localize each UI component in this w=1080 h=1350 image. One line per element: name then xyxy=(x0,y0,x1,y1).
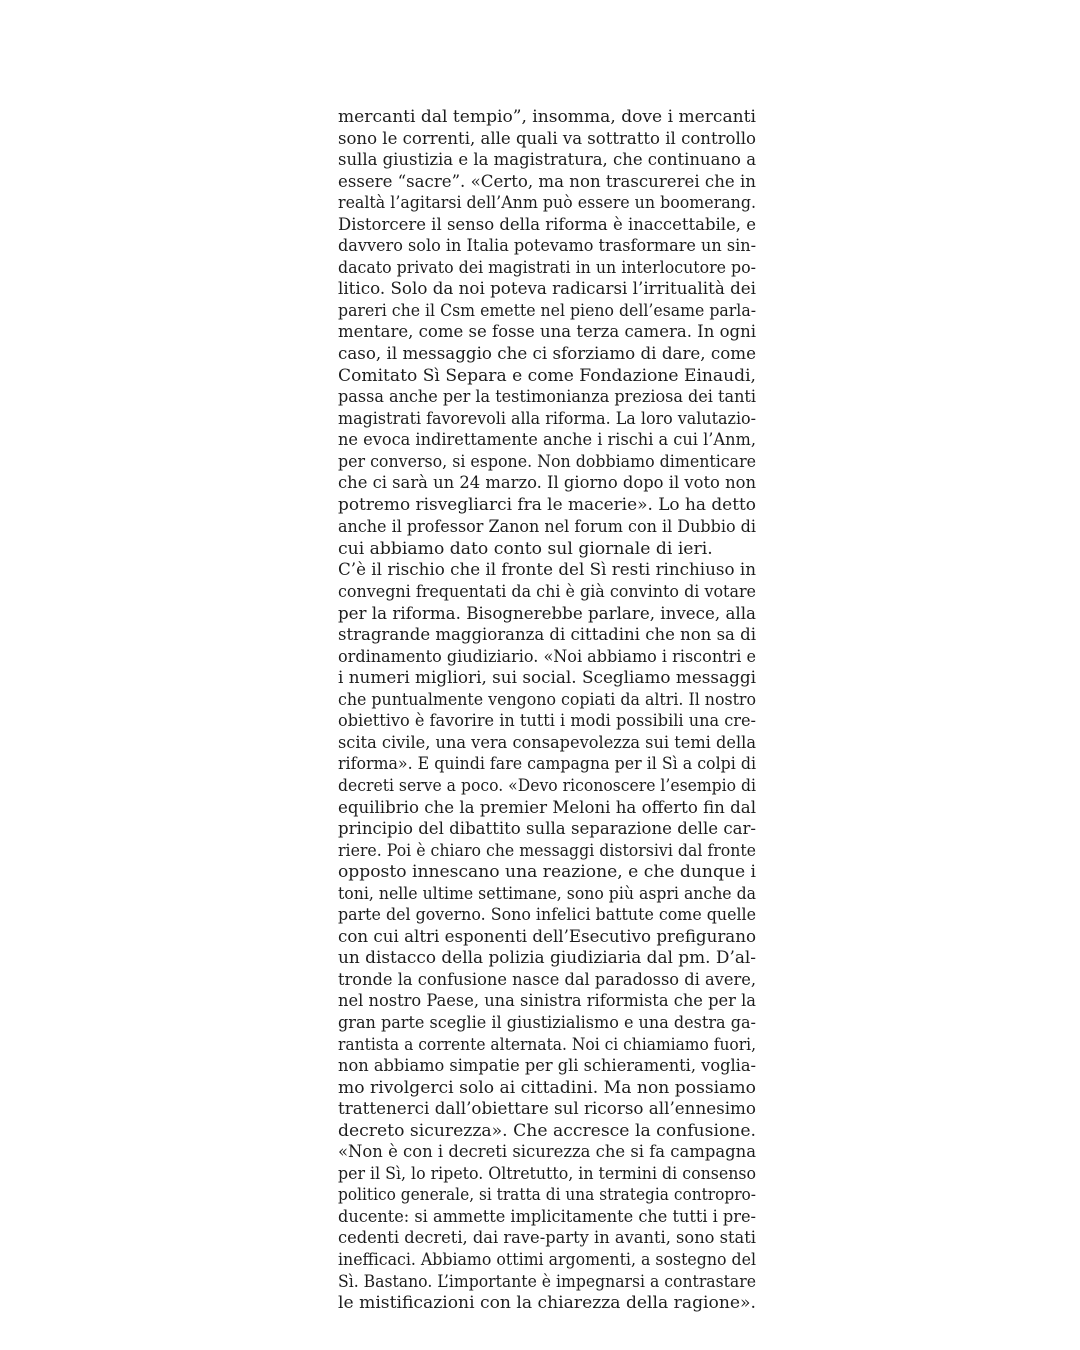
text-line: realtà l’agitarsi dell’Anm può essere un boomerang. xyxy=(338,193,757,214)
text-line: magistrati favorevoli alla riforma. La loro valutazio- xyxy=(338,408,757,429)
text-line: sulla giustizia e la magistratura, che continuano a xyxy=(338,150,757,171)
text-line: nel nostro Paese, una sinistra riformista che per la xyxy=(338,991,756,1012)
text-line: sono le correnti, alle quali va sottratto il controllo xyxy=(338,128,756,149)
text-line: mercanti dal tempio”, insomma, dove i mercanti xyxy=(338,107,756,127)
text-line: con cui altri esponenti dell’Esecutivo prefigurano xyxy=(338,926,757,947)
text-line: potremo risvegliarci fra le macerie». Lo ha detto xyxy=(338,494,756,515)
text-line: riforma». E quindi fare campagna per il Sì a colpi di xyxy=(338,754,756,775)
text-line: dacato privato dei magistrati in un interlocutore po- xyxy=(338,257,757,278)
text-line: che puntualmente vengono copiati da altri. Il nostro xyxy=(338,689,757,710)
text-line: gran parte sceglie il giustizialismo e una destra ga- xyxy=(338,1012,756,1033)
text-line: riere. Poi è chiaro che messaggi distorsivi dal fronte xyxy=(338,840,757,861)
text-line: cedenti decreti, dai rave-party in avanti, sono stati xyxy=(338,1228,757,1249)
text-line: un distacco della polizia giudiziaria dal pm. D’al- xyxy=(338,948,757,969)
text-line: mo rivolgerci solo ai cittadini. Ma non possiamo xyxy=(338,1077,756,1098)
text-line: parte del governo. Sono infelici battute come quelle xyxy=(338,905,756,926)
text-line: stragrande maggioranza di cittadini che non sa di xyxy=(338,625,756,646)
text-line: essere “sacre”. «Certo, ma non trascurerei che in xyxy=(338,171,756,192)
text-line: litico. Solo da noi poteva radicarsi l’irritualità dei xyxy=(338,279,757,300)
text-line: obiettivo è favorire in tutti i modi possibili una cre- xyxy=(338,711,756,732)
text-line: rantista a corrente alternata. Noi ci chiamiamo fuori, xyxy=(338,1034,757,1055)
text-line: toni, nelle ultime settimane, sono più aspri anche da xyxy=(338,883,756,904)
text-line: decreto sicurezza». Che accresce la confusione. xyxy=(338,1120,756,1141)
text-line: anche il professor Zanon nel forum con il Dubbio di xyxy=(338,517,757,538)
text-line: trattenerci dall’obiettare sul ricorso all’ennesimo xyxy=(338,1099,756,1120)
text-line: non abbiamo simpatie per gli schieramenti, voglia- xyxy=(338,1056,757,1077)
text-line: passa anche per la testimonianza preziosa dei tanti xyxy=(338,387,757,408)
text-line: per la riforma. Bisognerebbe parlare, invece, alla xyxy=(338,603,756,624)
text-line: inefficaci. Abbiamo ottimi argomenti, a sostegno del xyxy=(338,1249,756,1270)
text-line: ducente: si ammette implicitamente che tutti i pre- xyxy=(338,1206,756,1227)
text-line: tronde la confusione nasce dal paradosso di avere, xyxy=(338,969,757,990)
text-line: ne evoca indirettamente anche i rischi a cui l’Anm, xyxy=(338,430,756,451)
text-line: i numeri migliori, sui social. Scegliamo messaggi xyxy=(338,668,756,689)
text-line: decreti serve a poco. «Devo riconoscere l’esempio di xyxy=(338,775,757,796)
paragraph-end-line: le mistificazioni con la chiarezza della ragione». xyxy=(338,1293,756,1314)
text-line: per il Sì, lo ripeto. Oltretutto, in termini di consenso xyxy=(338,1163,756,1184)
text-line: equilibrio che la premier Meloni ha offerto fin dal xyxy=(338,797,757,818)
text-line: Comitato Sì Separa e come Fondazione Einaudi, xyxy=(338,365,756,386)
text-line: politico generale, si tratta di una strategia contropro- xyxy=(338,1185,757,1206)
text-line: convegni frequentati da chi è già convinto di votare xyxy=(338,582,756,603)
paragraph-end-line: cui abbiamo dato conto sul giornale di ieri. xyxy=(338,538,713,559)
article-column xyxy=(338,107,756,1315)
text-line: per converso, si espone. Non dobbiamo dimenticare xyxy=(338,451,757,472)
text-line: opposto innescano una reazione, e che dunque i xyxy=(338,862,757,883)
text-line: mentare, come se fosse una terza camera. In ogni xyxy=(338,322,757,343)
text-line: «Non è con i decreti sicurezza che si fa campagna xyxy=(338,1142,757,1163)
text-line: Distorcere il senso della riforma è inaccettabile, e xyxy=(338,214,756,235)
text-line: pareri che il Csm emette nel pieno dell’esame parla- xyxy=(338,300,757,321)
text-line: principio del dibattito sulla separazione delle car- xyxy=(338,819,756,840)
text-line: davvero solo in Italia potevamo trasformare un sin- xyxy=(338,236,757,257)
text-line: caso, il messaggio che ci sforziamo di dare, come xyxy=(338,344,756,365)
text-line: C’è il rischio che il fronte del Sì resti rinchiuso in xyxy=(338,560,756,581)
text-line: ordinamento giudiziario. «Noi abbiamo i riscontri e xyxy=(338,646,756,667)
text-line: Sì. Bastano. L’importante è impegnarsi a contrastare xyxy=(338,1271,756,1292)
text-line: che ci sarà un 24 marzo. Il giorno dopo il voto non xyxy=(338,473,757,494)
text-line: scita civile, una vera consapevolezza sui temi della xyxy=(338,732,756,753)
